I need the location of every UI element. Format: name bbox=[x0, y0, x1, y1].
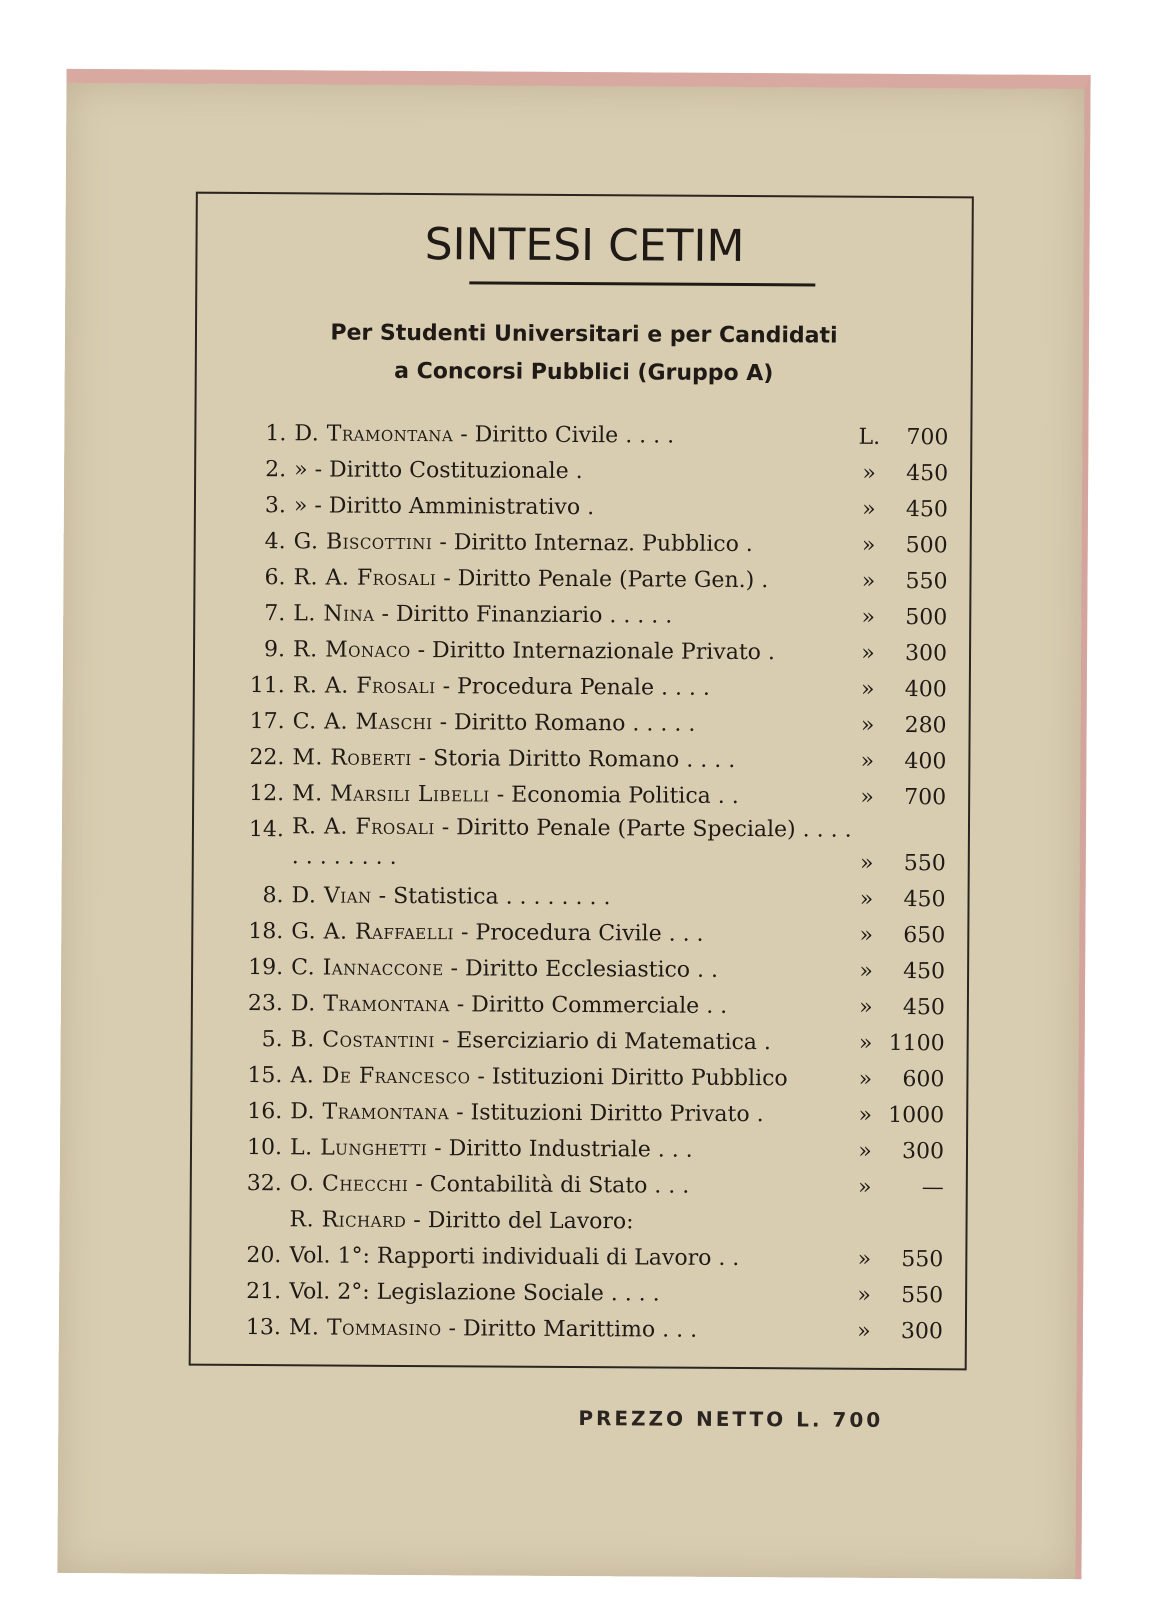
book-author: C. Iannaccone bbox=[291, 955, 444, 982]
book-number: 32. bbox=[246, 1171, 282, 1197]
book-description bbox=[294, 416, 856, 455]
book-number: 1. bbox=[265, 421, 287, 447]
book-number: 16. bbox=[247, 1099, 283, 1125]
book-description bbox=[291, 986, 853, 1025]
book-number: 14. bbox=[248, 817, 285, 843]
book-row bbox=[235, 632, 947, 672]
book-title: - Istituzioni Diritto Privato . bbox=[456, 1100, 764, 1128]
book-description bbox=[292, 776, 854, 815]
book-description bbox=[290, 1130, 852, 1169]
book-description bbox=[293, 704, 855, 743]
price-marker: » bbox=[862, 460, 876, 486]
price-marker: » bbox=[860, 748, 875, 774]
book-price: 300 bbox=[900, 1319, 943, 1345]
book-row bbox=[233, 1022, 945, 1062]
book-price: 450 bbox=[905, 497, 949, 523]
book-row bbox=[234, 740, 946, 780]
book-description bbox=[289, 1274, 851, 1313]
book-number: 2. bbox=[265, 457, 287, 483]
book-author: L. Nina bbox=[293, 601, 375, 627]
book-price: 400 bbox=[904, 677, 947, 703]
book-description bbox=[294, 488, 856, 527]
book-number: 7. bbox=[264, 601, 286, 627]
price-marker: » bbox=[862, 496, 876, 522]
book-row bbox=[231, 1310, 943, 1350]
book-price: 450 bbox=[906, 461, 949, 487]
title-underline bbox=[469, 281, 815, 286]
price-marker: » bbox=[861, 640, 875, 666]
book-row bbox=[236, 452, 948, 492]
book-description bbox=[289, 1238, 851, 1277]
book-number: 20. bbox=[246, 1243, 282, 1269]
book-title: - Istituzioni Diritto Pubblico bbox=[477, 1064, 788, 1092]
book-description bbox=[291, 878, 853, 917]
net-price: PREZZO NETTO L. 700 bbox=[578, 1406, 884, 1432]
book-title: » - Diritto Costituzionale . bbox=[294, 457, 583, 485]
book-description bbox=[291, 1022, 853, 1061]
book-number: 11. bbox=[249, 673, 285, 699]
price-marker: » bbox=[861, 604, 876, 630]
book-price: 650 bbox=[903, 923, 946, 949]
book-description bbox=[293, 632, 855, 671]
book-author: R. A. Frosali bbox=[291, 814, 435, 841]
book-title: - Diritto del Lavoro: bbox=[413, 1208, 634, 1235]
book-price: 450 bbox=[903, 959, 946, 985]
book-row bbox=[231, 1238, 943, 1278]
book-number: 18. bbox=[248, 919, 284, 945]
price-marker: » bbox=[859, 922, 874, 948]
book-price: 1100 bbox=[888, 1030, 945, 1057]
book-description bbox=[290, 1058, 852, 1097]
book-number: 9. bbox=[263, 637, 286, 663]
book-description bbox=[293, 596, 855, 635]
book-number: 6. bbox=[264, 565, 286, 591]
book-price: — bbox=[921, 1175, 944, 1201]
book-title: - Diritto Commerciale . . bbox=[456, 992, 728, 1019]
book-row bbox=[233, 950, 945, 990]
book-title: - Diritto Civile . . . . bbox=[460, 422, 675, 449]
book-row bbox=[234, 812, 946, 882]
book-author: R. A. Frosali bbox=[293, 565, 437, 592]
book-title: - Diritto Internaz. Pubblico . bbox=[439, 530, 753, 558]
book-price: 450 bbox=[903, 887, 946, 913]
book-author: C. A. Maschi bbox=[292, 709, 433, 736]
book-author: R. A. Frosali bbox=[292, 673, 436, 700]
book-price: 700 bbox=[904, 785, 947, 811]
book-number: 8. bbox=[262, 883, 284, 909]
book-price: 1000 bbox=[888, 1102, 945, 1129]
book-title: - Eserciziario di Matematica . bbox=[441, 1028, 772, 1056]
book-number: 19. bbox=[248, 955, 284, 981]
price-marker: » bbox=[857, 1282, 871, 1308]
price-marker: » bbox=[857, 1246, 872, 1272]
book-title: - Procedura Penale . . . . bbox=[442, 674, 711, 701]
book-title: - Diritto Marittimo . . . bbox=[448, 1316, 698, 1343]
price-marker: L. bbox=[858, 424, 881, 450]
book-description bbox=[290, 1094, 852, 1133]
book-author: M. Marsili Libelli bbox=[292, 781, 490, 808]
price-marker: » bbox=[859, 958, 873, 984]
book-number: 5. bbox=[261, 1027, 283, 1053]
book-author: R. Monaco bbox=[292, 637, 411, 663]
book-author: A. De Francesco bbox=[290, 1063, 471, 1090]
book-description bbox=[292, 740, 854, 779]
book-title: - Procedura Civile . . . bbox=[460, 920, 704, 947]
book-row bbox=[231, 1202, 943, 1242]
book-row bbox=[233, 878, 945, 918]
book-row bbox=[236, 416, 948, 456]
book-price: 550 bbox=[901, 1283, 944, 1309]
book-description bbox=[294, 524, 856, 563]
book-description bbox=[293, 560, 855, 599]
book-description bbox=[293, 668, 855, 707]
book-title: - Diritto Romano . . . . . bbox=[439, 710, 696, 737]
price-marker: » bbox=[859, 850, 874, 876]
book-number: 13. bbox=[245, 1315, 281, 1341]
book-author: M. Roberti bbox=[292, 745, 412, 772]
book-row bbox=[233, 986, 945, 1026]
book-author: B. Costantini bbox=[290, 1027, 435, 1054]
book-title: - Economia Politica . . bbox=[496, 782, 739, 810]
book-row bbox=[232, 1166, 944, 1206]
price-marker: » bbox=[861, 568, 876, 594]
book-number: 15. bbox=[247, 1063, 283, 1089]
book-title: - Diritto Internazionale Privato . bbox=[417, 638, 776, 666]
book-price: 550 bbox=[901, 1247, 944, 1273]
book-row bbox=[236, 488, 948, 528]
book-row bbox=[235, 704, 947, 744]
price-marker: » bbox=[859, 994, 873, 1020]
book-price: 700 bbox=[906, 425, 949, 451]
book-description bbox=[290, 1166, 852, 1205]
book-title: - Diritto Ecclesiastico . . bbox=[450, 956, 719, 983]
book-title: Vol. 2°: Legislazione Sociale . . . . bbox=[289, 1279, 660, 1307]
catalog-title: SINTESI CETIM bbox=[424, 219, 745, 273]
price-marker: » bbox=[861, 676, 875, 702]
book-row bbox=[235, 560, 947, 600]
book-title: - Diritto Finanziario . . . . . bbox=[381, 601, 673, 629]
book-description bbox=[289, 1310, 851, 1349]
book-number: 22. bbox=[249, 745, 285, 771]
book-title: » - Diritto Amministrativo . bbox=[293, 493, 595, 521]
catalog-subtitle bbox=[197, 314, 971, 395]
book-title: - Diritto Penale (Parte Gen.) . bbox=[443, 566, 769, 594]
book-number: 12. bbox=[249, 781, 285, 807]
book-row bbox=[233, 914, 945, 954]
book-price: 550 bbox=[905, 569, 948, 595]
book-author: D. Tramontana bbox=[294, 421, 454, 448]
book-author: D. Vian bbox=[291, 883, 372, 909]
book-number: 10. bbox=[246, 1135, 283, 1161]
book-row bbox=[236, 524, 948, 564]
book-row bbox=[235, 668, 947, 708]
book-row bbox=[234, 776, 946, 816]
book-author: D. Tramontana bbox=[290, 1099, 450, 1126]
book-description bbox=[294, 452, 856, 491]
book-description bbox=[291, 950, 853, 989]
book-row bbox=[232, 1058, 944, 1098]
book-number: 23. bbox=[247, 991, 283, 1017]
book-author: L. Lunghetti bbox=[289, 1135, 428, 1162]
book-author: R. Richard bbox=[289, 1207, 407, 1233]
book-price: 600 bbox=[902, 1067, 945, 1093]
book-row bbox=[232, 1094, 944, 1134]
book-author: G. Biscottini bbox=[293, 529, 433, 556]
book-price: 500 bbox=[905, 533, 948, 559]
price-marker: » bbox=[857, 1174, 872, 1200]
price-marker: » bbox=[858, 1030, 873, 1056]
book-description bbox=[291, 914, 853, 953]
book-author: O. Checchi bbox=[289, 1171, 409, 1197]
book-price: 500 bbox=[905, 605, 948, 631]
book-list bbox=[231, 416, 949, 1350]
price-marker: » bbox=[860, 712, 875, 738]
book-price: 300 bbox=[904, 641, 948, 667]
book-price: 400 bbox=[904, 749, 947, 775]
book-author: M. Tommasino bbox=[288, 1315, 442, 1342]
book-price: 550 bbox=[903, 851, 946, 877]
price-marker: » bbox=[858, 1138, 872, 1164]
book-description bbox=[289, 1202, 851, 1241]
price-marker: » bbox=[859, 886, 874, 912]
book-row bbox=[232, 1130, 944, 1170]
catalog-frame bbox=[189, 192, 974, 1371]
book-author: G. A. Raffaelli bbox=[291, 919, 455, 946]
book-price: 280 bbox=[904, 713, 947, 739]
price-marker: » bbox=[861, 532, 876, 558]
book-title: - Contabilità di Stato . . . bbox=[415, 1172, 690, 1199]
price-marker: » bbox=[858, 1066, 873, 1092]
book-number: 21. bbox=[246, 1279, 282, 1305]
book-price: 450 bbox=[902, 995, 945, 1021]
book-title: - Diritto Penale (Parte Speciale) . . . . . . . . . . . . bbox=[291, 815, 852, 870]
subtitle-line-1: Per Studenti Universitari e per Candidati bbox=[330, 320, 838, 349]
subtitle-line-2: a Concorsi Pubblici (Gruppo A) bbox=[394, 358, 774, 387]
book-description bbox=[292, 812, 854, 875]
price-marker: » bbox=[857, 1318, 871, 1344]
book-title: - Statistica . . . . . . . . bbox=[378, 883, 611, 911]
book-title: - Diritto Industriale . . . bbox=[434, 1136, 693, 1163]
book-cover bbox=[57, 69, 1090, 1579]
book-row bbox=[235, 596, 947, 636]
book-title: Vol. 1°: Rapporti individuali di Lavoro . . bbox=[289, 1243, 740, 1272]
book-number: 4. bbox=[264, 529, 286, 555]
book-number: 17. bbox=[249, 709, 285, 735]
price-marker: » bbox=[858, 1102, 873, 1128]
book-row bbox=[231, 1274, 943, 1314]
price-marker: » bbox=[860, 784, 874, 810]
book-author: D. Tramontana bbox=[290, 991, 450, 1018]
book-title: - Storia Diritto Romano . . . . bbox=[418, 746, 736, 773]
book-price: 300 bbox=[901, 1139, 945, 1165]
book-number: 3. bbox=[264, 493, 287, 519]
